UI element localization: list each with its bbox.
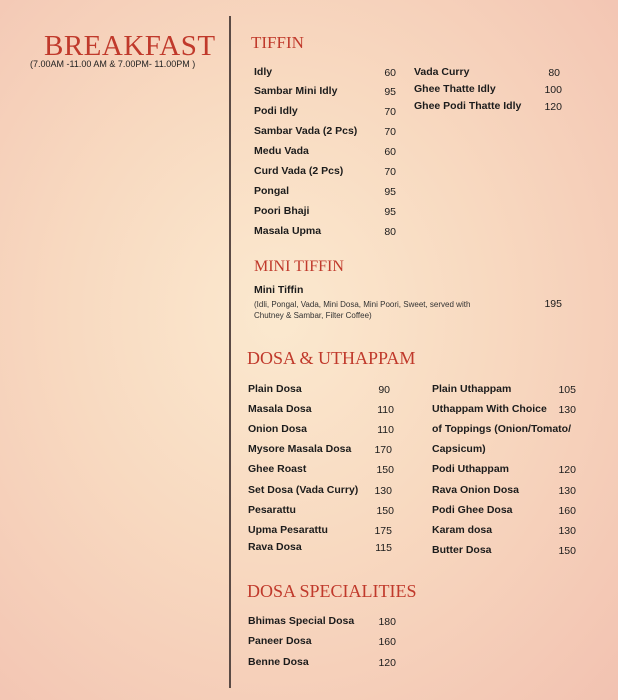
item-price: 120 <box>558 464 576 476</box>
item-name: Podi Idly <box>254 105 298 117</box>
item-name: Vada Curry <box>414 66 470 78</box>
item-price: 80 <box>548 67 560 79</box>
item-price: 105 <box>558 384 576 396</box>
item-name: Paneer Dosa <box>248 635 312 647</box>
section-title-mini-tiffin: MINI TIFFIN <box>254 258 344 275</box>
item-price: 70 <box>384 126 396 138</box>
item-name: Idly <box>254 66 273 78</box>
item-price: 95 <box>384 206 396 218</box>
item-price: 95 <box>384 86 396 98</box>
item-price: 160 <box>558 505 576 517</box>
section-title-dosa-uthappam: DOSA & UTHAPPAM <box>247 348 416 368</box>
item-price: 90 <box>378 384 390 396</box>
item-price: 150 <box>376 505 394 517</box>
item-price: 130 <box>374 485 392 497</box>
item-name: Sambar Mini Idly <box>254 85 338 97</box>
item-name: Set Dosa (Vada Curry) <box>248 484 359 496</box>
item-name: Rava Dosa <box>248 541 302 553</box>
item-name: Pesarattu <box>248 504 296 516</box>
item-name: Benne Dosa <box>248 656 309 668</box>
item-name: Ghee Thatte Idly <box>414 83 496 95</box>
item-price: 60 <box>384 146 396 158</box>
item-price: 175 <box>374 525 392 537</box>
item-name: Pongal <box>254 185 290 197</box>
item-name: Butter Dosa <box>432 544 492 556</box>
item-name: Bhimas Special Dosa <box>248 615 355 627</box>
item-price: 80 <box>384 226 396 238</box>
item-name: Karam dosa <box>432 524 493 536</box>
item-price: 160 <box>378 636 396 648</box>
item-price: 130 <box>558 525 576 537</box>
section-title-tiffin: TIFFIN <box>251 33 304 52</box>
item-price: 150 <box>376 464 394 476</box>
item-price: 120 <box>544 101 562 113</box>
item-price: 150 <box>558 545 576 557</box>
item-name: Masala Dosa <box>248 403 312 415</box>
item-name: Poori Bhaji <box>254 205 310 217</box>
item-price: 180 <box>378 616 396 628</box>
item-price: 70 <box>384 166 396 178</box>
item-name: Rava Onion Dosa <box>432 484 519 496</box>
item-name: Uthappam With Choice <box>432 403 547 415</box>
item-price: 120 <box>378 657 396 669</box>
item-name: Sambar Vada (2 Pcs) <box>254 125 358 137</box>
description-line: Chutney & Sambar, Filter Coffee) <box>254 311 372 320</box>
item-name: Podi Ghee Dosa <box>432 504 513 516</box>
item-name: Masala Upma <box>254 225 322 237</box>
description-line: (Idli, Pongal, Vada, Mini Dosa, Mini Poori, Sweet, served with <box>254 300 471 309</box>
mini-tiffin-description <box>254 299 504 321</box>
item-name: Plain Dosa <box>248 383 302 395</box>
item-price: 110 <box>377 424 394 436</box>
item-name: Ghee Podi Thatte Idly <box>414 100 522 112</box>
menu-title: BREAKFAST <box>44 30 216 62</box>
item-name: Capsicum) <box>432 443 486 455</box>
item-name: Ghee Roast <box>248 463 307 475</box>
section-title-dosa-specialities: DOSA SPECIALITIES <box>247 581 417 601</box>
item-name: Upma Pesarattu <box>248 524 328 536</box>
item-price: 70 <box>384 106 396 118</box>
item-price: 130 <box>558 404 576 416</box>
item-price: 170 <box>374 444 392 456</box>
item-name: Podi Uthappam <box>432 463 510 475</box>
service-hours: (7.00AM -11.00 AM & 7.00PM- 11.00PM ) <box>30 59 196 69</box>
item-price: 115 <box>375 542 392 554</box>
item-name: Onion Dosa <box>248 423 307 435</box>
item-price: 95 <box>384 186 396 198</box>
item-name: Mysore Masala Dosa <box>248 443 352 455</box>
mini-tiffin-item: Mini Tiffin <box>254 284 304 296</box>
item-price: 60 <box>384 67 396 79</box>
vertical-divider <box>229 16 231 688</box>
item-name: Curd Vada (2 Pcs) <box>254 165 344 177</box>
item-price: 130 <box>558 485 576 497</box>
item-name: of Toppings (Onion/Tomato/ <box>432 423 571 435</box>
item-name: Plain Uthappam <box>432 383 512 395</box>
item-price: 100 <box>544 84 562 96</box>
item-price: 110 <box>377 404 394 416</box>
item-name: Medu Vada <box>254 145 309 157</box>
mini-tiffin-price: 195 <box>544 298 562 310</box>
